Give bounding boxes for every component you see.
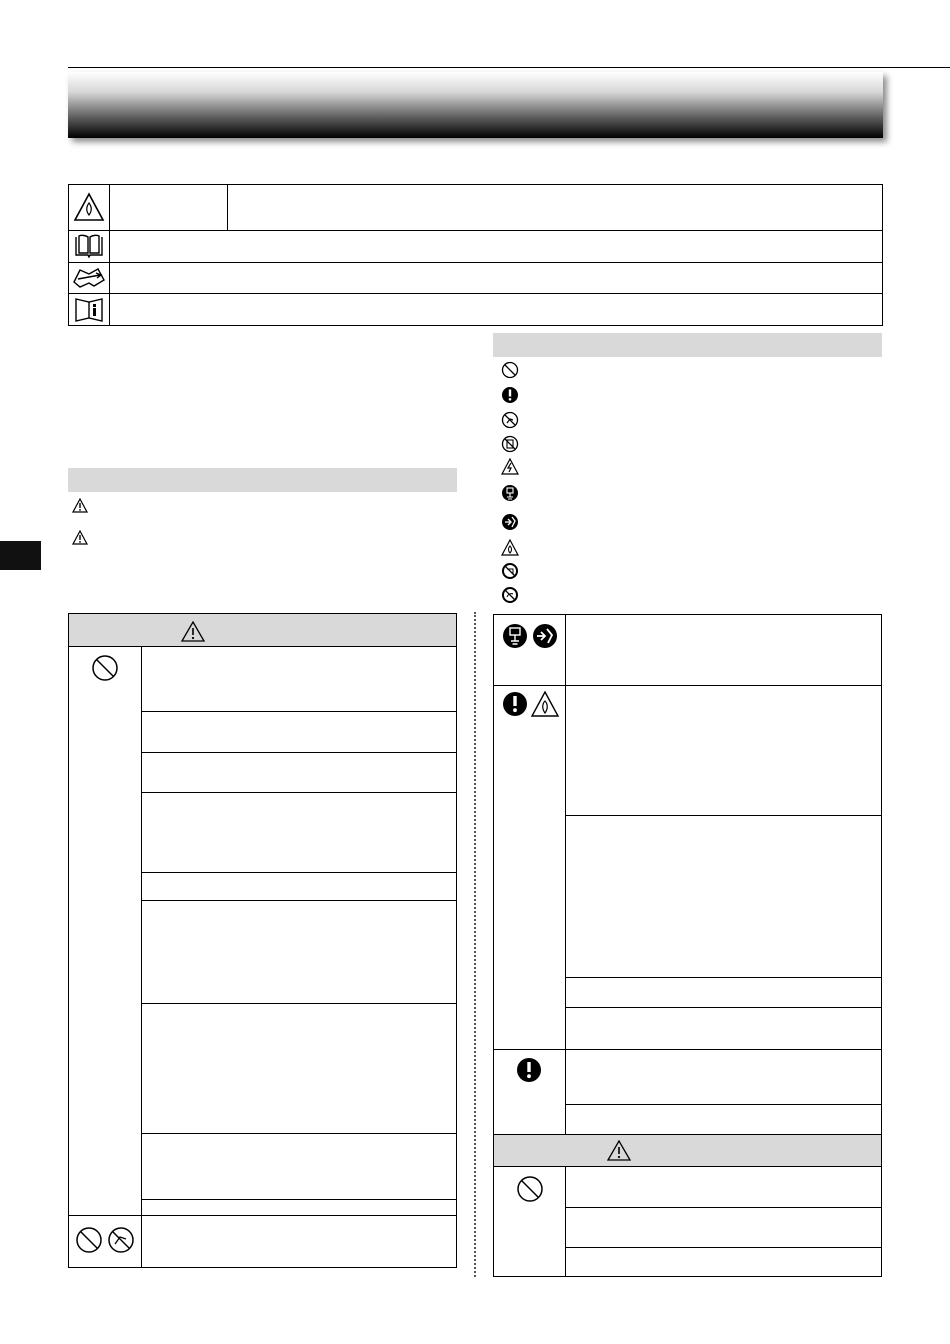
fire-hazard-icon bbox=[501, 539, 519, 556]
service-manual-icon bbox=[72, 266, 106, 290]
no-wet-hands-icon bbox=[501, 411, 519, 429]
ground-icon bbox=[502, 623, 528, 649]
disconnect-power-icon bbox=[532, 623, 558, 649]
page-title-banner bbox=[68, 72, 883, 138]
safety-heading-bar bbox=[68, 468, 457, 492]
mandatory-icon bbox=[516, 1057, 542, 1083]
mandatory-icon bbox=[501, 386, 519, 404]
mandatory-icon bbox=[502, 691, 528, 717]
header-rule bbox=[68, 67, 950, 68]
warning-table bbox=[68, 613, 457, 1268]
warning-header-icon bbox=[181, 621, 205, 642]
fire-hazard-icon bbox=[531, 691, 559, 717]
warning-table-continued bbox=[493, 614, 882, 1135]
symbol-legend-heading-bar bbox=[493, 333, 882, 357]
warning-flammable-icon bbox=[73, 191, 105, 223]
disconnect-power-icon bbox=[501, 513, 519, 531]
prohibited-icon bbox=[91, 654, 119, 682]
no-touch-icon bbox=[501, 586, 519, 604]
warning-triangle-icon bbox=[72, 498, 88, 513]
caution-triangle-icon bbox=[72, 530, 88, 545]
no-water-icon bbox=[501, 435, 519, 453]
no-climbing-icon bbox=[501, 562, 519, 580]
electric-shock-icon bbox=[501, 458, 519, 475]
caution-header-icon bbox=[607, 1140, 631, 1161]
read-manual-icon bbox=[74, 234, 104, 258]
caution-table-header bbox=[494, 1135, 881, 1166]
no-wet-hands-icon bbox=[107, 1226, 135, 1254]
prohibited-icon bbox=[501, 361, 519, 379]
information-manual-icon bbox=[74, 297, 104, 323]
warning-table-header bbox=[69, 614, 456, 646]
ground-icon bbox=[501, 484, 519, 502]
column-divider bbox=[474, 612, 476, 1277]
symbols-table bbox=[68, 184, 883, 326]
prohibited-icon bbox=[75, 1226, 103, 1254]
prohibited-icon bbox=[516, 1175, 544, 1203]
caution-table bbox=[493, 1134, 882, 1277]
side-language-tab bbox=[0, 541, 41, 570]
